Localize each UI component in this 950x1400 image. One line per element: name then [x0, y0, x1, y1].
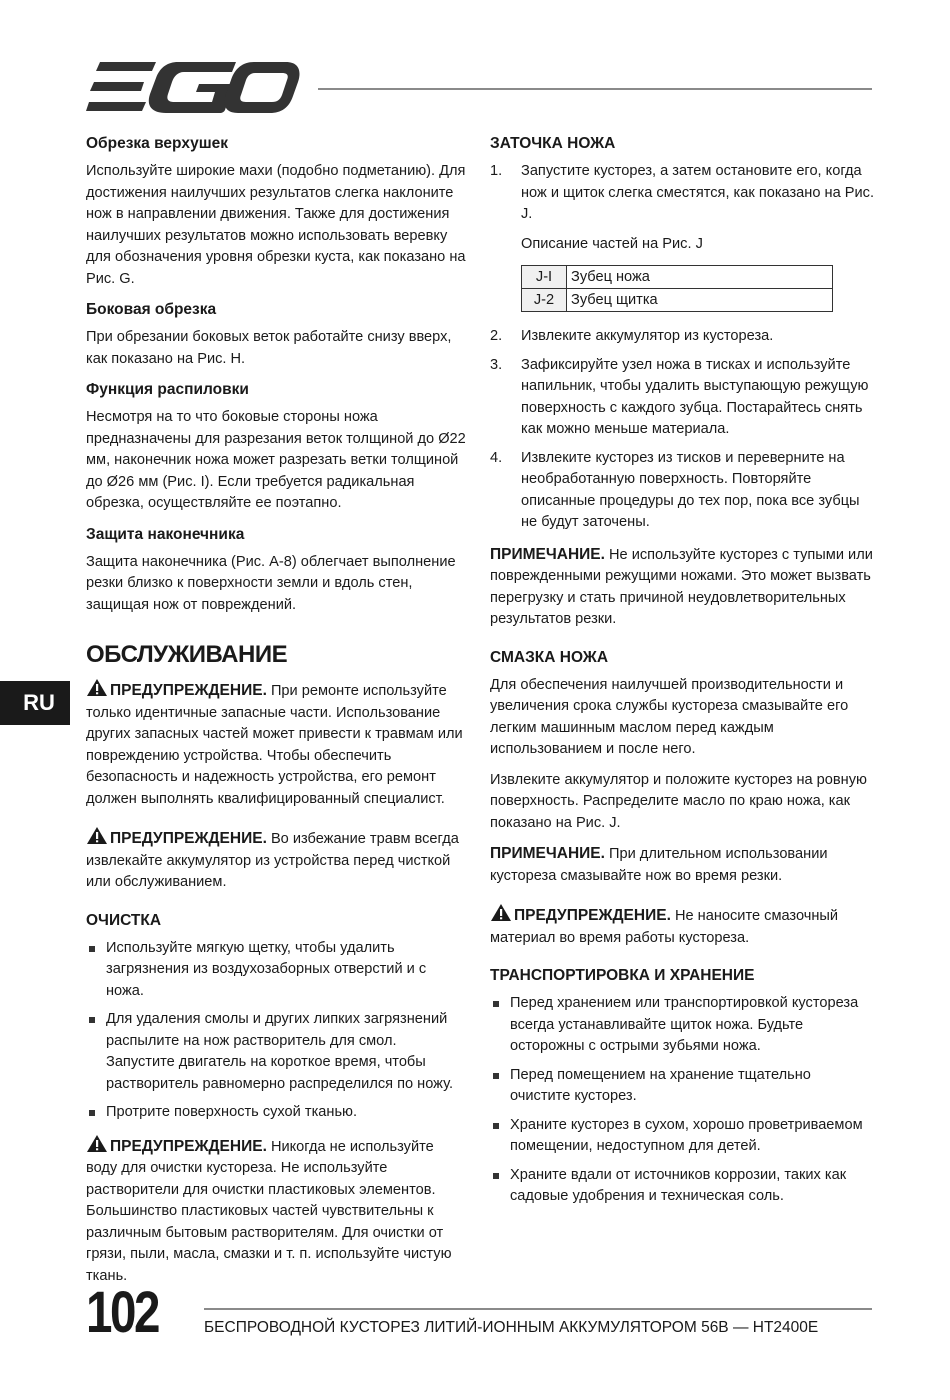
- language-tab: RU: [0, 681, 70, 725]
- warning-label: ПРЕДУПРЕЖДЕНИЕ.: [514, 907, 671, 924]
- maintenance-heading: ОБСЛУЖИВАНИЕ: [86, 641, 288, 668]
- section-title-sharpening: ЗАТОЧКА НОЖА: [490, 135, 616, 152]
- warning-triangle-icon: [86, 678, 108, 697]
- maintenance-warning-2: [86, 826, 468, 894]
- bullet-square-icon: [89, 1110, 95, 1116]
- list-item: 4. Извлеките кусторез из тисков и переверните на необработанную поверхность. Повторяйте описанные процедуры до тех пор, пока все зубцы не будут заточены.: [490, 449, 860, 530]
- bullet-square-icon: [493, 1073, 499, 1079]
- part-name: Зубец ножа: [567, 266, 833, 289]
- note-text: Не используйте кусторез с тупыми или поврежденными режущими ножами. Это может вызвать перегрузку и стать причиной неудовлетворительных результатов резки.: [490, 546, 873, 627]
- top-trimming-text: Используйте широкие махи (подобно подметанию). Для достижения наилучших результатов слегка наклоните нож в направлении движения. Также для достижения наилучших результатов можно использовать веревку для обозначения уровня обрезки куста, как показано на Рис. G.: [86, 163, 466, 287]
- header-rule: [318, 88, 872, 90]
- warning-label: ПРЕДУПРЕЖДЕНИЕ.: [110, 682, 267, 699]
- list-item: 1. Запустите кусторез, а затем остановите его, когда нож и щиток слегка сместятся, как показано на Рис. J. Описание частей на Рис. J: [490, 161, 874, 255]
- part-code: J-I: [522, 266, 567, 289]
- lubrication-note: [490, 843, 874, 887]
- warning-triangle-icon: [490, 903, 512, 922]
- side-trimming-text: При обрезании боковых веток работайте снизу вверх, как показано на Рис. H.: [86, 329, 452, 367]
- warning-triangle-icon: [86, 1134, 108, 1153]
- bullet-square-icon: [493, 1173, 499, 1179]
- table-row: [522, 289, 833, 312]
- lubrication-warning: [490, 903, 874, 949]
- bullet-square-icon: [89, 946, 95, 952]
- section-title-cleaning: ОЧИСТКА: [86, 911, 162, 929]
- cleaning-list: [86, 938, 468, 1124]
- ego-logo: [86, 62, 300, 114]
- note-text: При длительном использовании кустореза смазывайте нож во время резки.: [490, 846, 828, 884]
- warning-label: ПРЕДУПРЕЖДЕНИЕ.: [110, 830, 267, 847]
- list-item: 3. Зафиксируйте узел ножа в тисках и используйте напильник, чтобы удалить выступающую режущую поверхность с каждого зубца. Постарайтесь снять как можно меньше материала.: [490, 356, 869, 437]
- section-title-side-trimming: Боковая обрезка: [86, 301, 217, 318]
- bullet-square-icon: [493, 1001, 499, 1007]
- list-item: 2. Извлеките аккумулятор из кустореза.: [490, 328, 774, 344]
- footer-rule: [204, 1308, 872, 1310]
- maintenance-warning-1: [86, 678, 468, 810]
- parts-table: [521, 265, 833, 312]
- page-number: 102: [86, 1280, 158, 1345]
- list-item: Перед помещением на хранение тщательно очистите кусторез.: [490, 1065, 874, 1108]
- list-item: Для удаления смолы и других липких загрязнений распылите на нож растворитель для смол. Запустите двигатель на короткое время, чтобы растворитель равномерно распределился по ножу.: [86, 1009, 468, 1095]
- sharpening-steps: [490, 161, 874, 255]
- sharpening-steps-cont: [490, 326, 874, 534]
- sawing-text: Несмотря на то что боковые стороны ножа предназначены для разрезания веток толщиной до Ø22 мм, наконечник ножа может разрезать ветки толщиной до Ø26 мм (Рис. I). Если требуется радикальная обрезка, осуществляйте ее поэтапно.: [86, 409, 466, 511]
- section-title-tip-guard: Защита наконечника: [86, 525, 245, 543]
- list-item: Перед хранением или транспортировкой кустореза всегда устанавливайте щиток ножа. Будьте осторожны с острыми зубьями ножа.: [490, 993, 874, 1058]
- table-row: [522, 266, 833, 289]
- list-item: Храните вдали от источников коррозии, таких как садовые удобрения и техническая соль.: [490, 1165, 874, 1208]
- section-title-top-trimming: Обрезка верхушек: [86, 135, 229, 152]
- warning-label: ПРЕДУПРЕЖДЕНИЕ.: [110, 1137, 267, 1155]
- list-item: Протрите поверхность сухой тканью.: [86, 1102, 468, 1124]
- section-title-storage: ТРАНСПОРТИРОВКА И ХРАНЕНИЕ: [490, 967, 755, 984]
- warning-text: При ремонте используйте только идентичные запасные части. Использование других запасных частей может привести к травмам или повреждению устройства. Чтобы обеспечить безопасность и надежность устройства, его ремонт должен выполнять квалифицированный специалист.: [86, 683, 463, 807]
- lubrication-text-1: Для обеспечения наилучшей производительности и увеличения срока службы кустореза смазывайте его легким машинным маслом перед каждым использованием и после него.: [490, 676, 849, 757]
- part-name: Зубец щитка: [567, 289, 833, 312]
- section-title-lubrication: СМАЗКА НОЖА: [490, 648, 609, 666]
- left-column: [86, 133, 468, 1296]
- warning-text: Во избежание травм всегда извлекайте аккумулятор из устройства перед чисткой или обслуживанием.: [86, 831, 459, 890]
- lubrication-text-2: Извлеките аккумулятор и положите кусторез на ровную поверхность. Распределите масло по краю ножа, как показано на Рис. J.: [490, 771, 867, 831]
- warning-text: Не наносите смазочный материал во время работы кустореза.: [490, 908, 839, 946]
- tip-guard-text: Защита наконечника (Рис. A-8) облегчает выполнение резки близко к поверхности земли и вдоль стен, защищая нож от повреждений.: [86, 553, 456, 613]
- note-label: ПРИМЕЧАНИЕ.: [490, 545, 605, 563]
- list-item: Используйте мягкую щетку, чтобы удалить загрязнения из воздухозаборных отверстий и с ножа.: [86, 938, 468, 1003]
- bullet-square-icon: [89, 1017, 95, 1023]
- sharpening-note: [490, 544, 874, 631]
- section-title-sawing: Функция распиловки: [86, 381, 249, 398]
- storage-list: [490, 993, 874, 1208]
- cleaning-warning: [86, 1134, 468, 1288]
- right-column: [490, 133, 874, 1218]
- note-label: ПРИМЕЧАНИЕ.: [490, 845, 605, 862]
- bullet-square-icon: [493, 1123, 499, 1129]
- parts-caption: Описание частей на Рис. J: [521, 235, 703, 252]
- footer-title: БЕСПРОВОДНОЙ КУСТОРЕЗ ЛИТИЙ-ИОННЫМ АККУМУЛЯТОРОМ 56В — HT2400E: [204, 1319, 819, 1336]
- part-code: J-2: [522, 289, 567, 312]
- list-item: Храните кусторез в сухом, хорошо проветриваемом помещении, недоступном для детей.: [490, 1115, 874, 1158]
- warning-text: Никогда не используйте воду для очистки кустореза. Не используйте растворители для очистки пластиковых элементов. Большинство пластиковых частей чувствительны к различным бытовым растворителям. Для очистки от грязи, пыли, масла, смазки и т. п. используйте чистую ткань.: [86, 1138, 452, 1284]
- warning-triangle-icon: [86, 826, 108, 845]
